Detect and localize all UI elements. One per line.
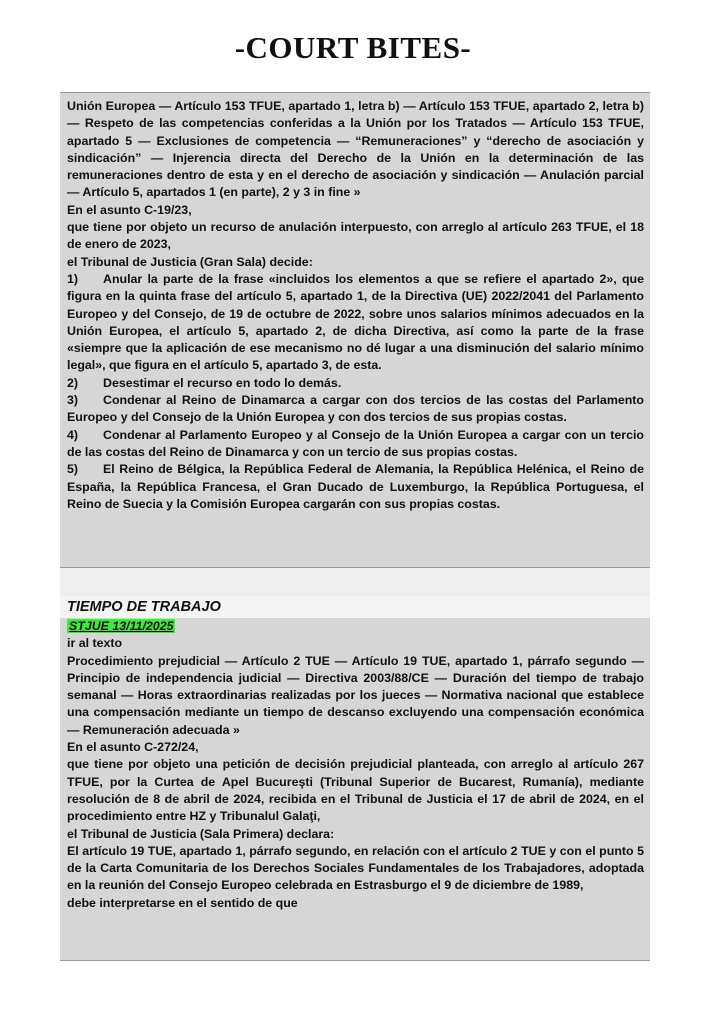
ruling-number: 1) [67,271,79,286]
ruling-item-4 [67,427,644,462]
ruling-item-2 [67,375,644,392]
second-ruling-court: el Tribunal de Justicia (Sala Primera) declara: [67,826,335,841]
date-badge-link[interactable]: STJUE 13/11/2025 [69,619,174,633]
go-to-text-link[interactable]: ir al texto [67,636,123,651]
second-ruling-summary: Procedimiento prejudicial — Artículo 2 TUE — Artículo 19 TUE, apartado 1, párrafo segundo — Principio de independencia judicial — Directiva 2003/88/CE — Duración del tiempo de trabajo semanal — Horas extraordinarias realizadas por los jueces — Normativa nacional que establece una compensación mediante un tiempo de descanso excluyendo una compensación económica — Remuneración adecuada » [67,653,644,737]
ruling-item-5 [67,461,644,513]
second-ruling-object: que tiene por objeto una petición de decisión prejudicial planteada, con arreglo al artículo 267 TFUE, por la Curtea de Apel Bucureşti (Tribunal Superior de Bucarest, Rumanía), mediante resolución de 8 de abril de 2024, recibida en el Tribunal de Justicia el 17 de abril de 2024, en el procedimiento entre HZ y Tribunalul Galaţi, [67,757,644,824]
document-title: -COURT BITES- [234,30,472,65]
second-ruling-block [60,618,650,961]
first-ruling-object: que tiene por objeto un recurso de anulación interpuesto, con arreglo al artículo 263 TFUE, el 18 de enero de 2023, [67,220,644,252]
ruling-number: 5) [67,462,79,477]
ruling-text: Condenar al Reino de Dinamarca a cargar con dos tercios de las costas del Parlamento Europeo y del Consejo de la Unión Europea y con dos tercios de sus propias costas. [67,393,644,425]
first-ruling-case: En el asunto C-19/23, [67,202,192,217]
ruling-text: Condenar al Parlamento Europeo y al Consejo de la Unión Europea a cargar con un tercio de las costas del Reino de Dinamarca y con un tercio de sus propias costas. [67,427,644,459]
second-ruling-closing: debe interpretarse en el sentido de que [67,895,298,910]
ruling-item-3 [67,392,644,427]
section-spacer [60,568,650,596]
second-ruling-declaration: El artículo 19 TUE, apartado 1, párrafo segundo, en relación con el artículo 2 TUE y con el punto 5 de la Carta Comunitaria de los Derechos Sociales Fundamentales de los Trabajadores, adoptada en la reunión del Consejo Europeo celebrada en Estrasburgo el 9 de diciembre de 1989, [67,843,644,893]
date-badge-row [67,618,644,635]
ruling-text: El Reino de Bélgica, la República Federal de Alemania, la República Helénica, el Reino de España, la República Francesa, el Gran Ducado de Luxemburgo, la República Portuguesa, el Reino de Suecia y la Comisión Europea cargarán con sus propias costas. [67,462,644,511]
section-title: TIEMPO DE TRABAJO [67,599,221,615]
first-ruling-summary: Unión Europea — Artículo 153 TFUE, apartado 1, letra b) — Artículo 153 TFUE, apartado 2, letra b) — Respeto de las competencias conferidas a la Unión por los Tratados — Artículo 153 TFUE, apartado 5 — Exclusiones de competencia — “Remuneraciones” y “derecho de asociación y sindicación” — Injerencia directa del Derecho de la Unión en la determinación de las remuneraciones dentro de esta y en el derecho de asociación y sindicación — Anulación parcial — Artículo 5, apartados 1 (en parte), 2 y 3 in fine » [67,99,644,200]
ruling-number: 2) [67,375,79,390]
ruling-number: 4) [67,427,79,442]
ruling-item-1 [67,271,644,375]
second-ruling-case: En el asunto C-272/24, [67,740,199,755]
first-ruling-block [60,92,650,568]
first-ruling-court: el Tribunal de Justicia (Gran Sala) decide: [67,254,313,269]
ruling-number: 3) [67,393,79,408]
ruling-text: Desestimar el recurso en todo lo demás. [103,375,342,390]
ruling-text: Anular la parte de la frase «incluidos los elementos a que se refiere el apartado 2», que figura en la quinta frase del artículo 5, apartado 1, de la Directiva (UE) 2022/2041 del Parlamento Europeo y del Consejo, de 19 de octubre de 2022, sobre unos salarios mínimos adecuados en la Unión Europea, el artículo 5, apartado 2, de dicha Directiva, así como la parte de la frase «siempre que la aplicación de ese mecanismo no dé lugar a una disminución del salario mínimo legal», que figura en el artículo 5, apartado 3, de esta. [67,271,644,373]
